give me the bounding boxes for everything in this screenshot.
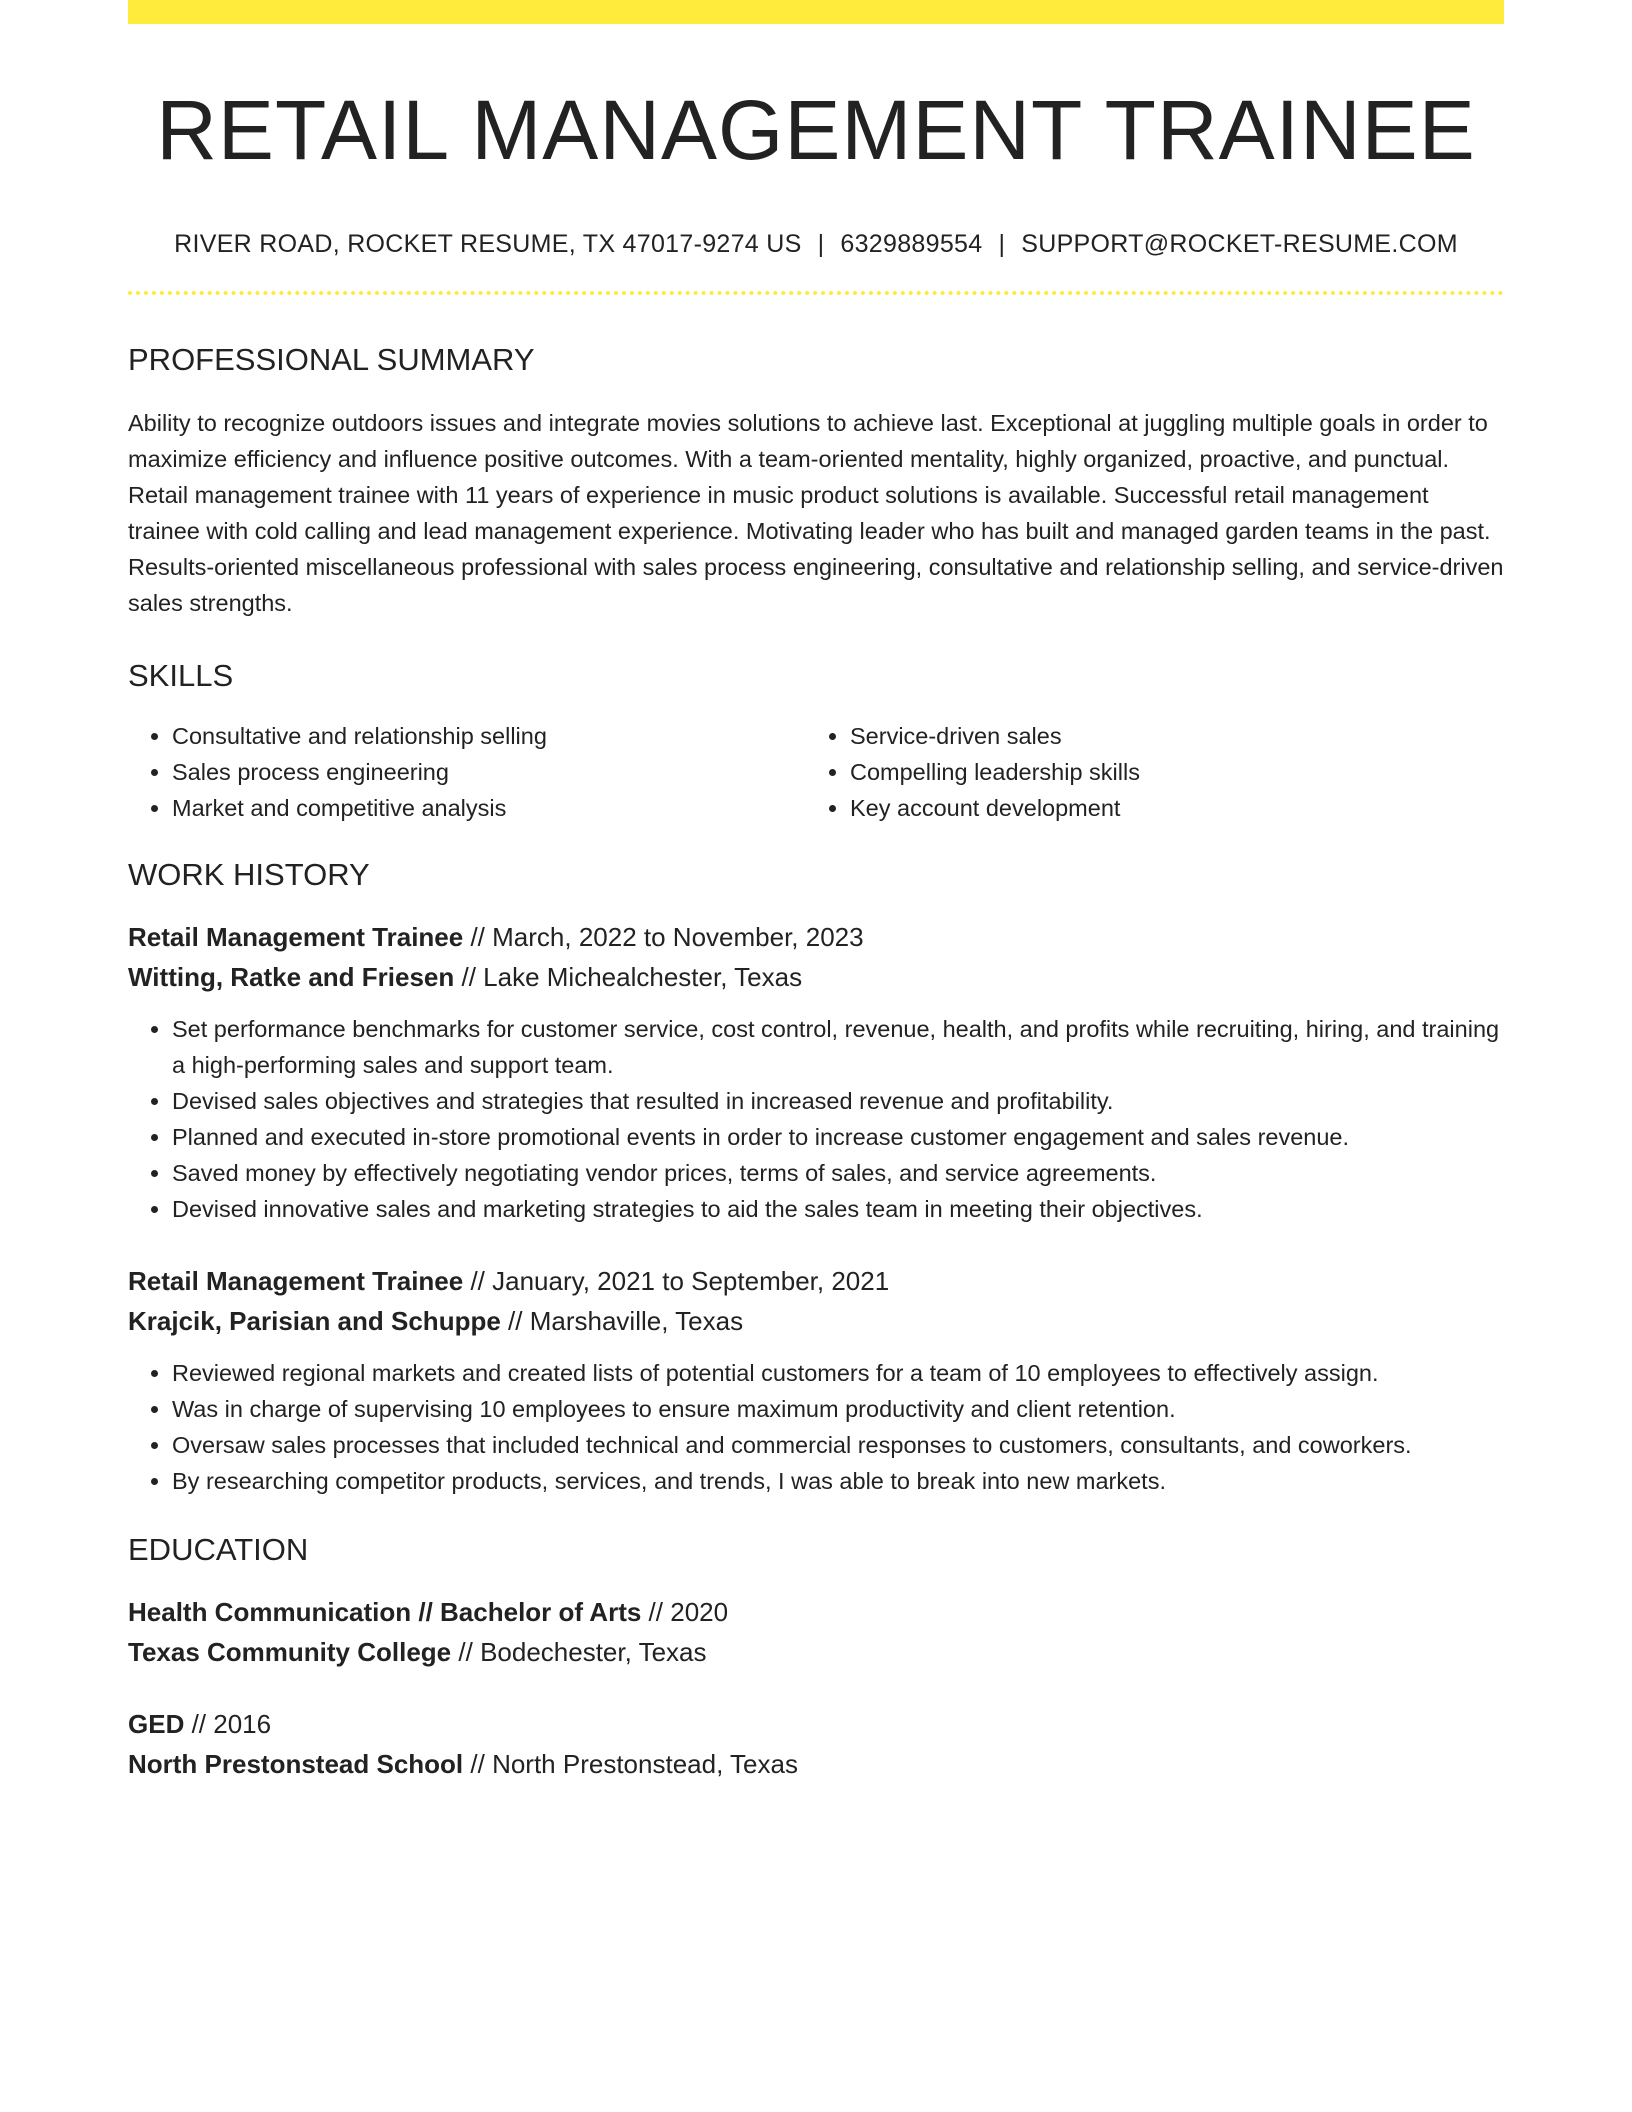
skills-list <box>128 718 1504 826</box>
job-company-line: Krajcik, Parisian and Schuppe // Marshaville, Texas <box>128 1305 744 1336</box>
education-year: 2020 <box>670 1597 729 1628</box>
job-bullet: • Devised innovative sales and marketing strategies to aid the sales team in meeting their objectives. <box>172 1191 1504 1227</box>
job-dates: January, 2021 to September, 2021 <box>492 1265 890 1296</box>
accent-top-bar <box>128 0 1504 24</box>
education-location: Bodechester, Texas <box>480 1637 707 1668</box>
skill-item: • Compelling leadership skills <box>850 754 1484 790</box>
job-company-line: Witting, Ratke and Friesen // Lake Michealchester, Texas <box>128 961 803 992</box>
education-school: North Prestonstead School <box>128 1749 464 1780</box>
phone: 6329889554 <box>840 230 983 259</box>
education-degree-line: Health Communication // Bachelor of Arts // 2020 <box>128 1597 729 1628</box>
job-bullet: • Oversaw sales processes that included technical and commercial responses to customers, consultants, and coworkers. <box>172 1427 1504 1463</box>
education-location: North Prestonstead, Texas <box>492 1749 798 1780</box>
work-history-heading: WORK HISTORY <box>128 856 370 892</box>
job-bullet: • Reviewed regional markets and created lists of potential customers for a team of 10 employees to effectively assign. <box>172 1355 1504 1391</box>
job-bullet: • Was in charge of supervising 10 employees to ensure maximum productivity and client retention. <box>172 1391 1504 1427</box>
candidate-title: RETAIL MANAGEMENT TRAINEE <box>156 83 1476 177</box>
job-bullet: • Set performance benchmarks for customer service, cost control, revenue, health, and profits while recruiting, hiring, and training a high-performing sales and support team. <box>172 1011 1504 1083</box>
education-entry <box>128 1704 1504 1784</box>
education-heading: EDUCATION <box>128 1531 309 1567</box>
job-company: Krajcik, Parisian and Schuppe <box>128 1305 501 1336</box>
education-school-line: Texas Community College // Bodechester, Texas <box>128 1637 707 1668</box>
job-bullet: • By researching competitor products, services, and trends, I was able to break into new markets. <box>172 1463 1504 1499</box>
education-degree: GED <box>128 1709 185 1740</box>
address: RIVER ROAD, ROCKET RESUME, TX 47017-9274 US <box>174 230 802 259</box>
skills-column-right <box>806 718 1484 826</box>
job-bullet: • Saved money by effectively negotiating vendor prices, terms of sales, and service agreements. <box>172 1155 1504 1191</box>
contact-line <box>128 230 1504 259</box>
skill-item: • Market and competitive analysis <box>172 790 806 826</box>
skill-item: • Consultative and relationship selling <box>172 718 806 754</box>
education-year: 2016 <box>213 1709 272 1740</box>
education-entry <box>128 1592 1504 1672</box>
summary-heading: PROFESSIONAL SUMMARY <box>128 342 535 378</box>
skills-heading: SKILLS <box>128 657 234 693</box>
job-company: Witting, Ratke and Friesen <box>128 961 455 992</box>
job-location: Lake Michealchester, Texas <box>483 961 803 992</box>
email: SUPPORT@ROCKET-RESUME.COM <box>1021 230 1458 259</box>
job-dates: March, 2022 to November, 2023 <box>492 921 864 952</box>
resume-page <box>128 0 1504 1784</box>
job-role: Retail Management Trainee <box>128 921 464 952</box>
job-role-line: Retail Management Trainee // March, 2022 to November, 2023 <box>128 921 864 952</box>
job-bullet: • Planned and executed in-store promotional events in order to increase customer engagement and sales revenue. <box>172 1119 1504 1155</box>
skills-column-left <box>128 718 806 826</box>
summary-text: Ability to recognize outdoors issues and integrate movies solutions to achieve last. Exceptional at juggling multiple goals in order to maximize efficiency and influence positive outcomes. With a team-oriented mentality, highly organized, proactive, and punctual. Retail management trainee with 11 years of experience in music product solutions is available. Successful retail management trainee with cold calling and lead management experience. Motivating leader who has built and managed garden teams in the past. Results-oriented miscellaneous professional with sales process engineering, consultative and relationship selling, and service-driven sales strengths. <box>128 409 1504 616</box>
job-role: Retail Management Trainee <box>128 1265 464 1296</box>
education-school-line: North Prestonstead School // North Prestonstead, Texas <box>128 1749 798 1780</box>
skill-item: • Key account development <box>850 790 1484 826</box>
education-school: Texas Community College <box>128 1637 452 1668</box>
contact-separator: | <box>817 230 825 259</box>
job-entry <box>128 917 1504 1227</box>
contact-separator: | <box>998 230 1006 259</box>
job-location: Marshaville, Texas <box>529 1305 744 1336</box>
dotted-divider <box>128 291 1504 295</box>
job-bullets <box>128 1011 1504 1227</box>
skill-item: • Sales process engineering <box>172 754 806 790</box>
job-role-line: Retail Management Trainee // January, 2021 to September, 2021 <box>128 1265 890 1296</box>
skill-item: • Service-driven sales <box>850 718 1484 754</box>
education-degree-line: GED // 2016 <box>128 1709 272 1740</box>
job-entry <box>128 1261 1504 1499</box>
job-bullet: • Devised sales objectives and strategies that resulted in increased revenue and profitability. <box>172 1083 1504 1119</box>
education-degree: Health Communication // Bachelor of Arts <box>128 1597 642 1628</box>
job-bullets <box>128 1355 1504 1499</box>
